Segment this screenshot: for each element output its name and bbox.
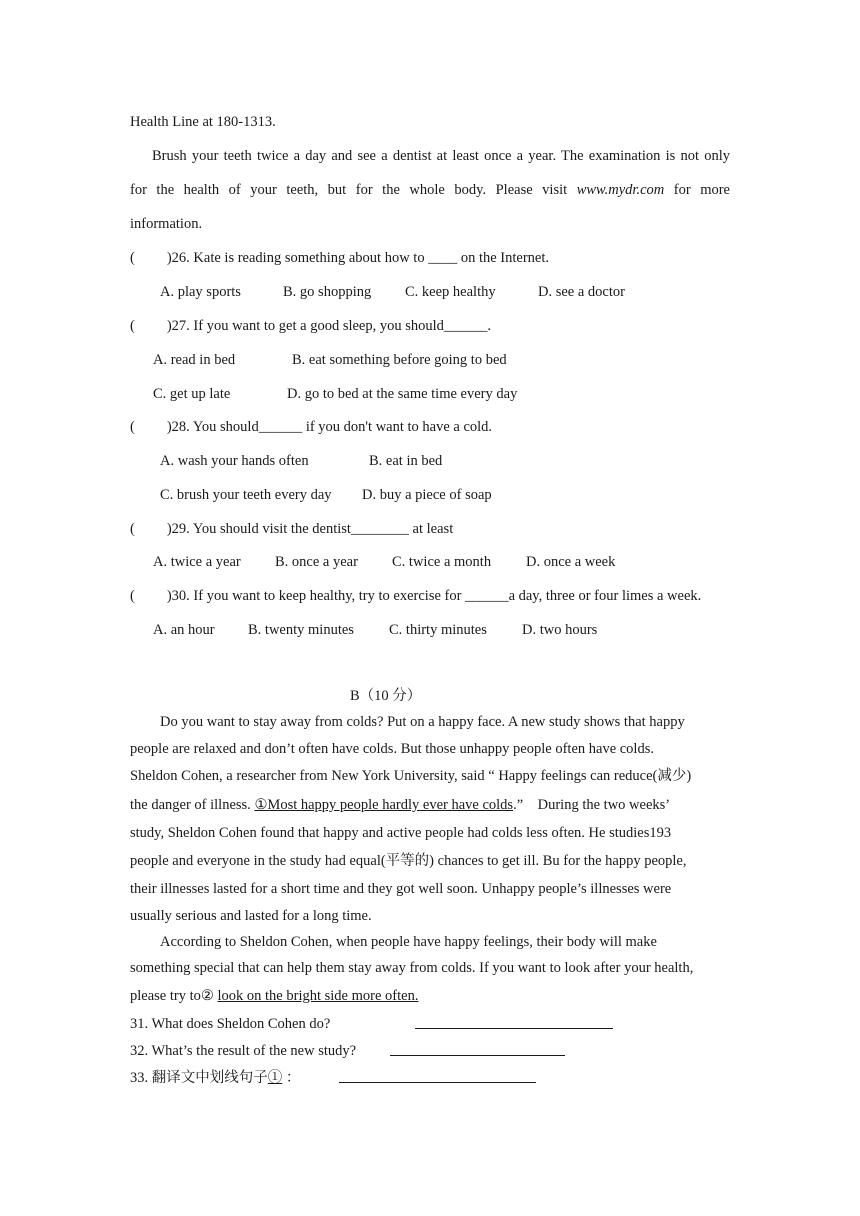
passage-b-p1-line-1: Do you want to stay away from colds? Put on a happy face. A new study shows that happy	[160, 714, 685, 730]
question-31: 31. What does Sheldon Cohen do?	[130, 1016, 331, 1032]
underlined-sentence-1: ①Most happy people hardly ever have colds	[254, 797, 514, 813]
q27-option-b[interactable]: B. eat something before going to bed	[292, 352, 507, 368]
q28-option-b[interactable]: B. eat in bed	[369, 453, 443, 469]
q27-option-d[interactable]: D. go to bed at the same time every day	[287, 386, 518, 402]
q30-option-c[interactable]: C. thirty minutes	[389, 622, 487, 638]
q29-option-c[interactable]: C. twice a month	[392, 554, 492, 570]
passage-b-p2-line-2: something special that can help them stay away from colds. If you want to look after your health,	[130, 960, 694, 976]
question-33: 33. 翻译文中划线句子① ：	[130, 1070, 301, 1086]
q26-option-b[interactable]: B. go shopping	[283, 284, 372, 300]
passage-b-p1-line-7: their illnesses lasted for a short time and they got well soon. Unhappy people’s illnesses were	[130, 881, 672, 897]
passage-b-p1-line-2: people are relaxed and don’t often have colds. But those unhappy people often have colds.	[130, 741, 654, 757]
question-32: 32. What’s the result of the new study?	[130, 1043, 357, 1059]
underlined-phrase-2: look on the bright side more often.	[217, 988, 419, 1004]
question-28: ( )28. You should______ if you don't want to have a cold.	[130, 419, 493, 435]
q26-option-a[interactable]: A. play sports	[160, 284, 241, 300]
q27-option-a[interactable]: A. read in bed	[153, 352, 236, 368]
passage-b-p1-line-6: people and everyone in the study had equal(平等的) chances to get ill. Bu for the happy people,	[130, 853, 687, 869]
answer-line-33[interactable]	[339, 1069, 536, 1083]
q30-option-b[interactable]: B. twenty minutes	[248, 622, 354, 638]
brush-para-line-3: information.	[130, 216, 203, 232]
brush-para-line-1: Brush your teeth twice a day and see a dentist at least once a year. The examination is not only	[152, 148, 730, 164]
q30-option-d[interactable]: D. two hours	[522, 622, 598, 638]
section-b-heading: B（10 分）	[350, 688, 422, 704]
answer-line-31[interactable]	[415, 1015, 613, 1029]
question-27: ( )27. If you want to get a good sleep, you should______.	[130, 318, 492, 334]
answer-line-32[interactable]	[390, 1042, 565, 1056]
question-29: ( )29. You should visit the dentist________ at least	[130, 521, 454, 537]
q30-option-a[interactable]: A. an hour	[153, 622, 215, 638]
q29-option-d[interactable]: D. once a week	[526, 554, 616, 570]
question-30: ( )30. If you want to keep healthy, try to exercise for ______a day, three or four limes a week.	[130, 588, 702, 604]
passage-b-p2-line-3: please try to② look on the bright side more often.	[130, 988, 419, 1004]
q29-option-a[interactable]: A. twice a year	[153, 554, 241, 570]
passage-b-p1-line-4: the danger of illness. ①Most happy people hardly ever have colds.” During the two weeks’	[130, 797, 671, 813]
passage-b-p1-line-5: study, Sheldon Cohen found that happy and active people had colds less often. He studies193	[130, 825, 672, 841]
health-line-text: Health Line at 180-1313.	[130, 114, 276, 130]
q28-option-a[interactable]: A. wash your hands often	[160, 453, 309, 469]
q26-option-d[interactable]: D. see a doctor	[538, 284, 625, 300]
q27-option-c[interactable]: C. get up late	[153, 386, 231, 402]
q28-option-c[interactable]: C. brush your teeth every day	[160, 487, 332, 503]
passage-b-p1-line-3: Sheldon Cohen, a researcher from New York University, said “ Happy feelings can reduce(减少)	[130, 768, 692, 784]
passage-b-p2-line-1: According to Sheldon Cohen, when people have happy feelings, their body will make	[160, 934, 657, 950]
q26-option-c[interactable]: C. keep healthy	[405, 284, 496, 300]
website-link[interactable]: www.mydr.com	[576, 182, 665, 198]
passage-b-p1-line-8: usually serious and lasted for a long time.	[130, 908, 372, 924]
q29-option-b[interactable]: B. once a year	[275, 554, 358, 570]
q28-option-d[interactable]: D. buy a piece of soap	[362, 487, 492, 503]
question-26: ( )26. Kate is reading something about how to ____ on the Internet.	[130, 250, 549, 266]
brush-para-line-2: for the health of your teeth, but for the whole body. Please visit www.mydr.com for more	[130, 182, 730, 198]
